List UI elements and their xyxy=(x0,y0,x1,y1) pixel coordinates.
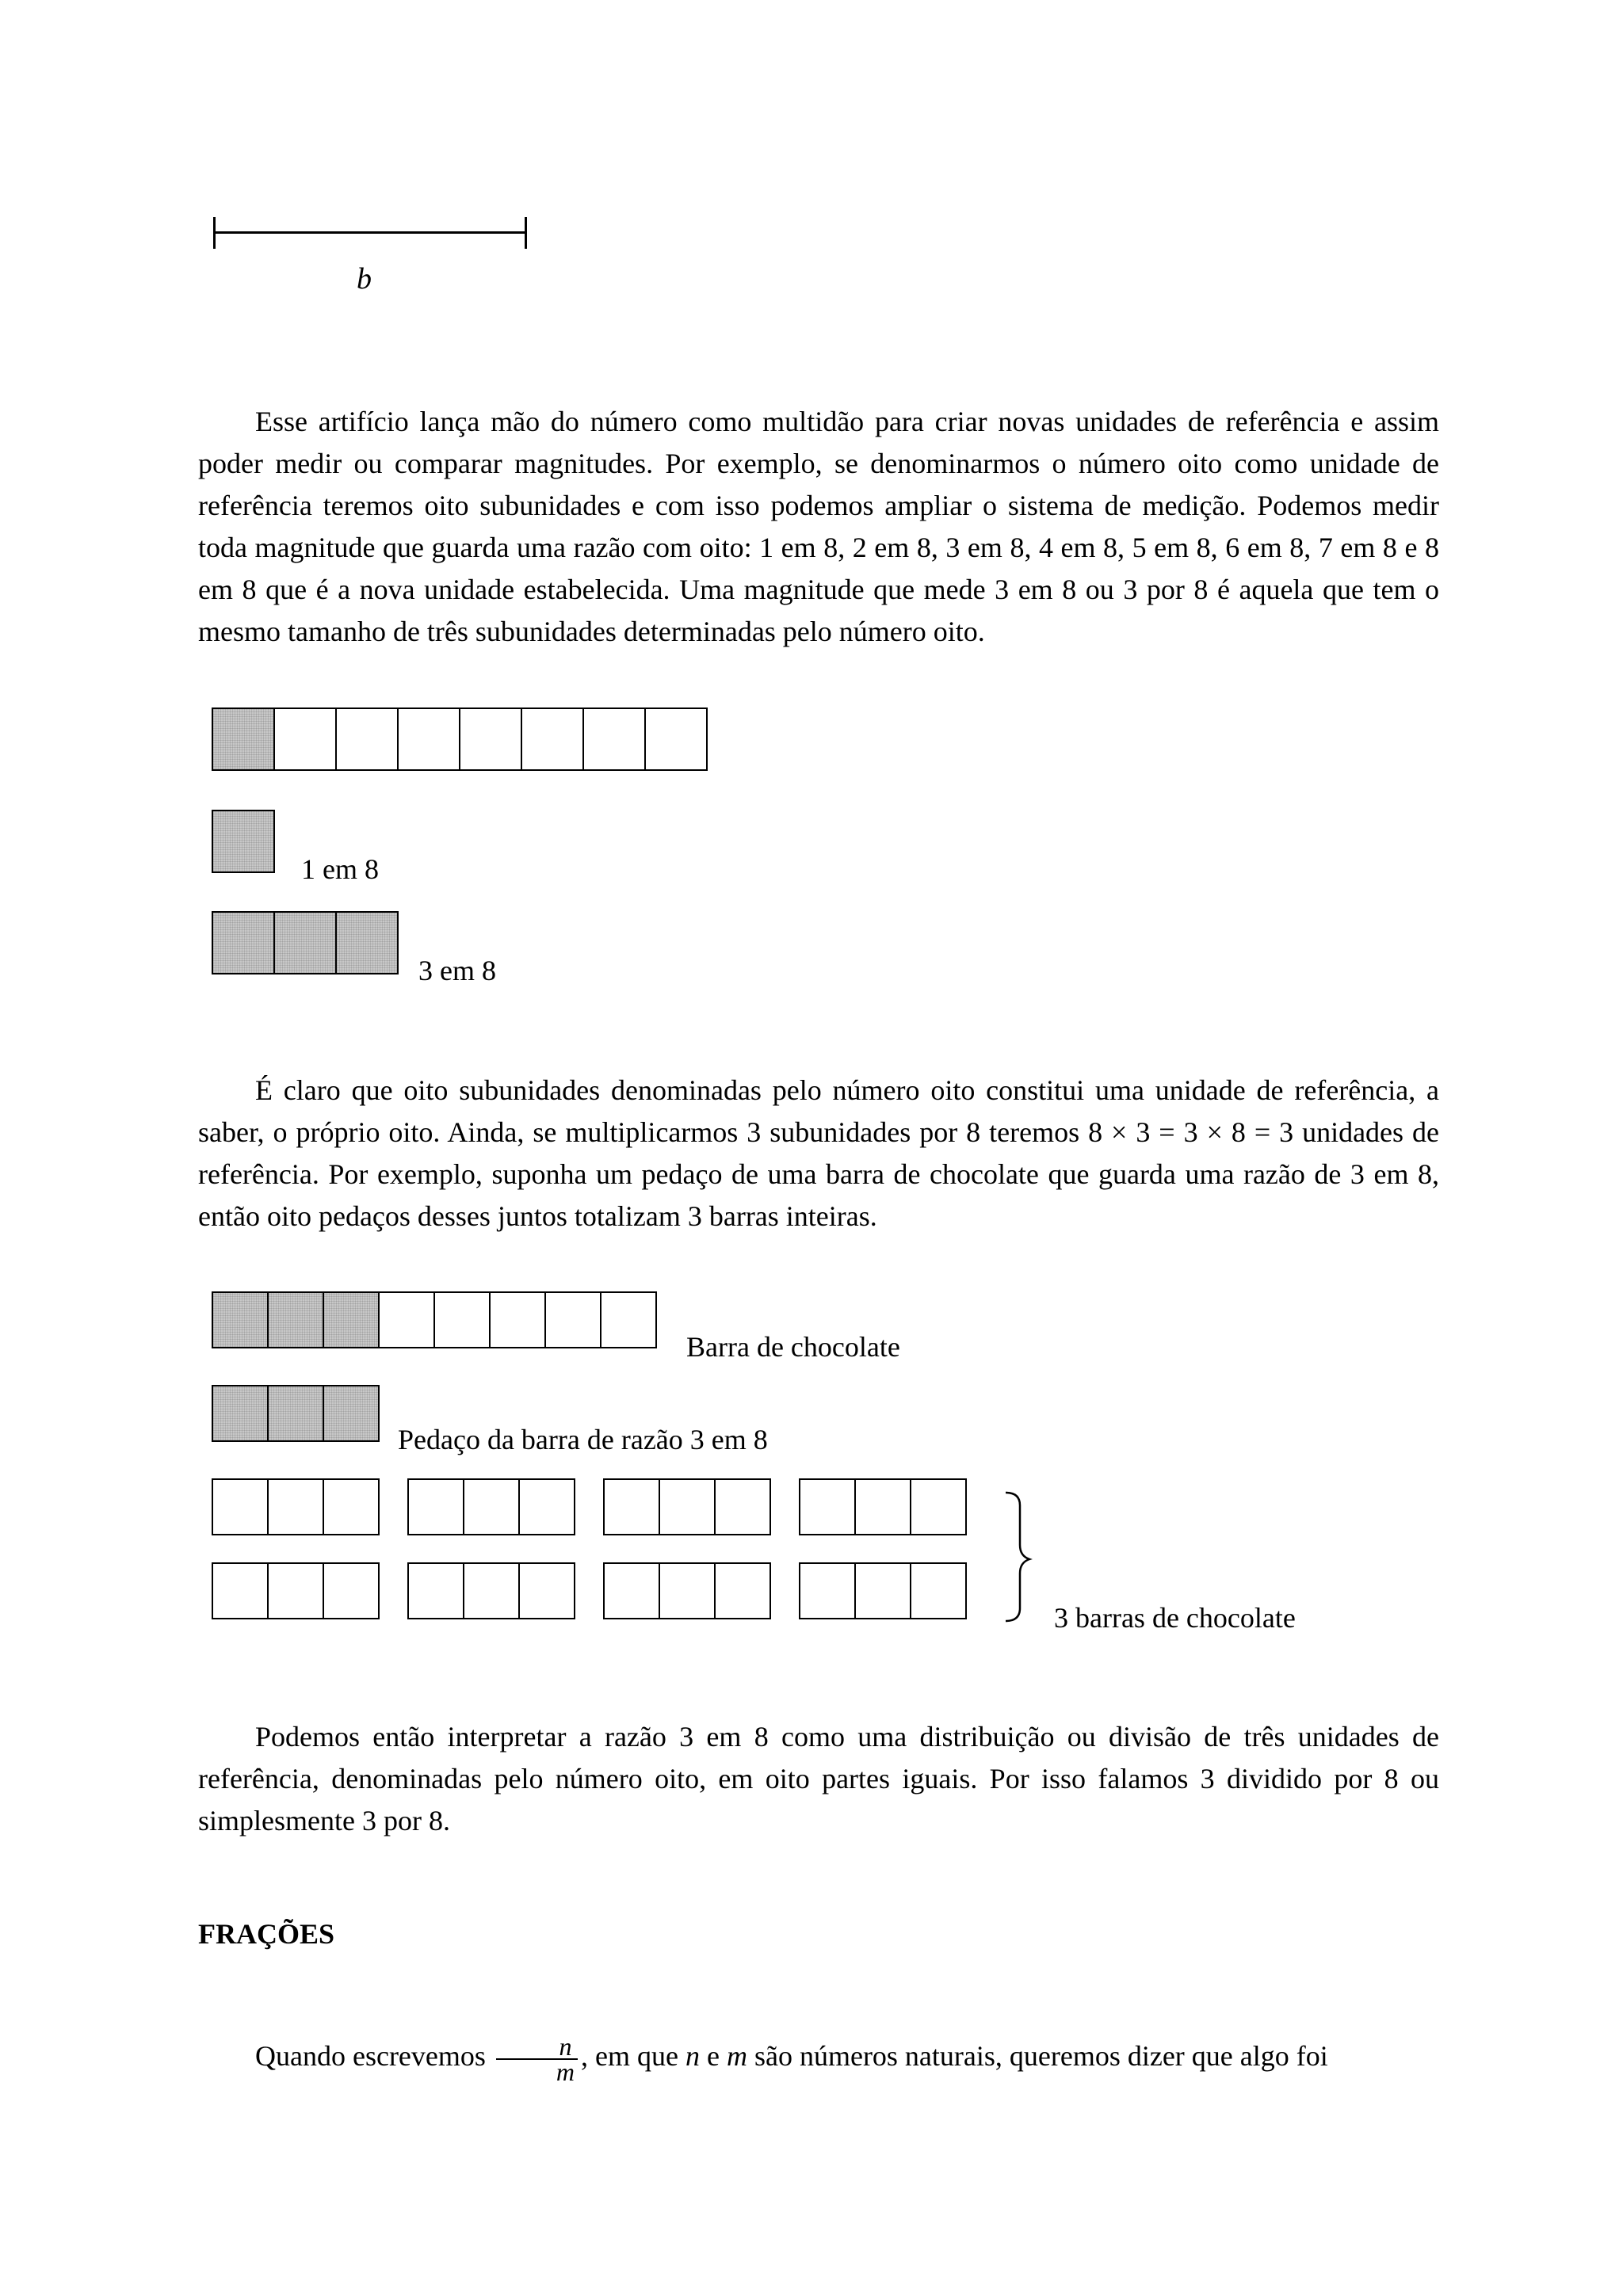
bar-cell-shaded xyxy=(212,1385,269,1442)
label-one-of-eight: 1 em 8 xyxy=(301,853,379,885)
segment-left-tick xyxy=(213,217,216,249)
bar-cell xyxy=(600,1291,657,1348)
piece-row-1-4 xyxy=(799,1478,967,1535)
bar-cell xyxy=(799,1562,856,1619)
bar-cell xyxy=(335,707,399,771)
label-chocolate-piece: Pedaço da barra de razão 3 em 8 xyxy=(398,1424,768,1455)
bar-cell xyxy=(212,1562,269,1619)
section-heading: FRAÇÕES xyxy=(198,1918,335,1950)
bar-cell xyxy=(644,707,708,771)
bar-cell xyxy=(854,1562,911,1619)
bar-cell xyxy=(267,1562,324,1619)
bar-cell xyxy=(518,1478,575,1535)
bar-cell-shaded xyxy=(212,707,275,771)
piece-row-2-4 xyxy=(799,1562,967,1619)
segment-label: b xyxy=(357,262,372,296)
bar-cell xyxy=(407,1478,464,1535)
bar-cell xyxy=(714,1478,771,1535)
paragraph-2: É claro que oito subunidades denominadas pelo número oito constitui uma unidade de referência, a saber, o próprio oito. Ainda, se multiplicarmos 3 subunidades por 8 teremos 8 × 3 = 3 × 8 = 3 unidades de referência. Por exemplo, suponha um pedaço de uma barra de chocolate que guarda uma razão de 3 em 8, então oito pedaços desses juntos totalizam 3 barras inteiras. xyxy=(198,1074,1439,1232)
label-chocolate-bar: Barra de chocolate xyxy=(686,1331,900,1363)
bar-cell-shaded xyxy=(267,1385,324,1442)
paragraph-3: Podemos então interpretar a razão 3 em 8 como uma distribuição ou divisão de três unidades de referência, denominadas pelo número oito, em oito partes iguais. Por isso falamos 3 dividido por 8 ou simplesmente 3 por 8. xyxy=(198,1721,1439,1836)
bar-cell xyxy=(323,1562,380,1619)
paragraph-4 xyxy=(198,2028,1439,2084)
piece-row-2-2 xyxy=(407,1562,575,1619)
piece-row-1-1 xyxy=(212,1478,380,1535)
piece-three-of-eight xyxy=(212,911,399,974)
bar-cell-shaded xyxy=(323,1385,380,1442)
paragraph-1: Esse artifício lança mão do número como multidão para criar novas unidades de referência e assim poder medir ou comparar magnitudes. Por exemplo, se denominarmos o número oito como unidade de referência teremos oito subunidades e com isso podemos ampliar o sistema de medição. Podemos medir toda magnitude que guarda uma razão com oito: 1 em 8, 2 em 8, 3 em 8, 4 em 8, 5 em 8, 6 em 8, 7 em 8 e 8 em 8 que é a nova unidade estabelecida. Uma magnitude que mede 3 em 8 ou 3 por 8 é aquela que tem o mesmo tamanho de três subunidades determinadas pelo número oito. xyxy=(198,406,1439,647)
fraction-denominator: m xyxy=(556,2057,575,2086)
bar-cell xyxy=(459,707,522,771)
piece-row-1-3 xyxy=(603,1478,771,1535)
bar-cell xyxy=(323,1478,380,1535)
variable-m: m xyxy=(726,2040,747,2072)
bar-cell-shaded xyxy=(323,1291,380,1348)
bar-cell xyxy=(212,1478,269,1535)
bar-cell xyxy=(518,1562,575,1619)
bar-cell xyxy=(521,707,584,771)
bar-cell xyxy=(603,1478,660,1535)
bar-cell-shaded xyxy=(212,1291,269,1348)
piece-one-of-eight xyxy=(212,810,275,873)
fraction-numerator: n xyxy=(496,2035,578,2060)
segment-line xyxy=(214,231,526,234)
bar-cell xyxy=(799,1478,856,1535)
bar-cell xyxy=(659,1478,716,1535)
label-three-of-eight: 3 em 8 xyxy=(418,955,496,986)
bar-cell-shaded xyxy=(335,911,399,974)
label-three-bars: 3 barras de chocolate xyxy=(1054,1602,1296,1634)
bar-cell-shaded xyxy=(212,810,275,873)
bar-cell xyxy=(659,1562,716,1619)
piece-row-2-1 xyxy=(212,1562,380,1619)
bar-cell xyxy=(544,1291,601,1348)
bar-cell xyxy=(463,1562,520,1619)
bar-cell xyxy=(378,1291,435,1348)
unit-bar-eight xyxy=(212,707,708,771)
fraction-n-over-m xyxy=(496,2031,578,2086)
variable-n: n xyxy=(685,2040,700,2072)
bar-cell-shaded xyxy=(273,911,337,974)
bar-cell xyxy=(489,1291,546,1348)
para4-text-before: Quando escrevemos xyxy=(255,2040,486,2072)
piece-row-1-2 xyxy=(407,1478,575,1535)
bar-cell xyxy=(603,1562,660,1619)
bar-cell-shaded xyxy=(212,911,275,974)
para4-conj: e xyxy=(706,2040,720,2072)
bar-cell xyxy=(267,1478,324,1535)
bar-cell xyxy=(582,707,646,771)
chocolate-piece xyxy=(212,1385,380,1442)
chocolate-bar xyxy=(212,1291,657,1348)
piece-row-2-3 xyxy=(603,1562,771,1619)
bar-cell xyxy=(714,1562,771,1619)
bar-cell xyxy=(910,1562,967,1619)
segment-right-tick xyxy=(525,217,527,249)
bar-cell xyxy=(433,1291,491,1348)
bar-cell xyxy=(273,707,337,771)
bar-cell xyxy=(463,1478,520,1535)
para4-text-after-frac: , em que xyxy=(581,2040,678,2072)
bar-cell-shaded xyxy=(267,1291,324,1348)
bar-cell xyxy=(910,1478,967,1535)
curly-brace-icon xyxy=(1002,1491,1034,1623)
bar-cell xyxy=(397,707,460,771)
para4-rest: são números naturais, queremos dizer que algo foi xyxy=(754,2040,1328,2072)
bar-cell xyxy=(407,1562,464,1619)
bar-cell xyxy=(854,1478,911,1535)
